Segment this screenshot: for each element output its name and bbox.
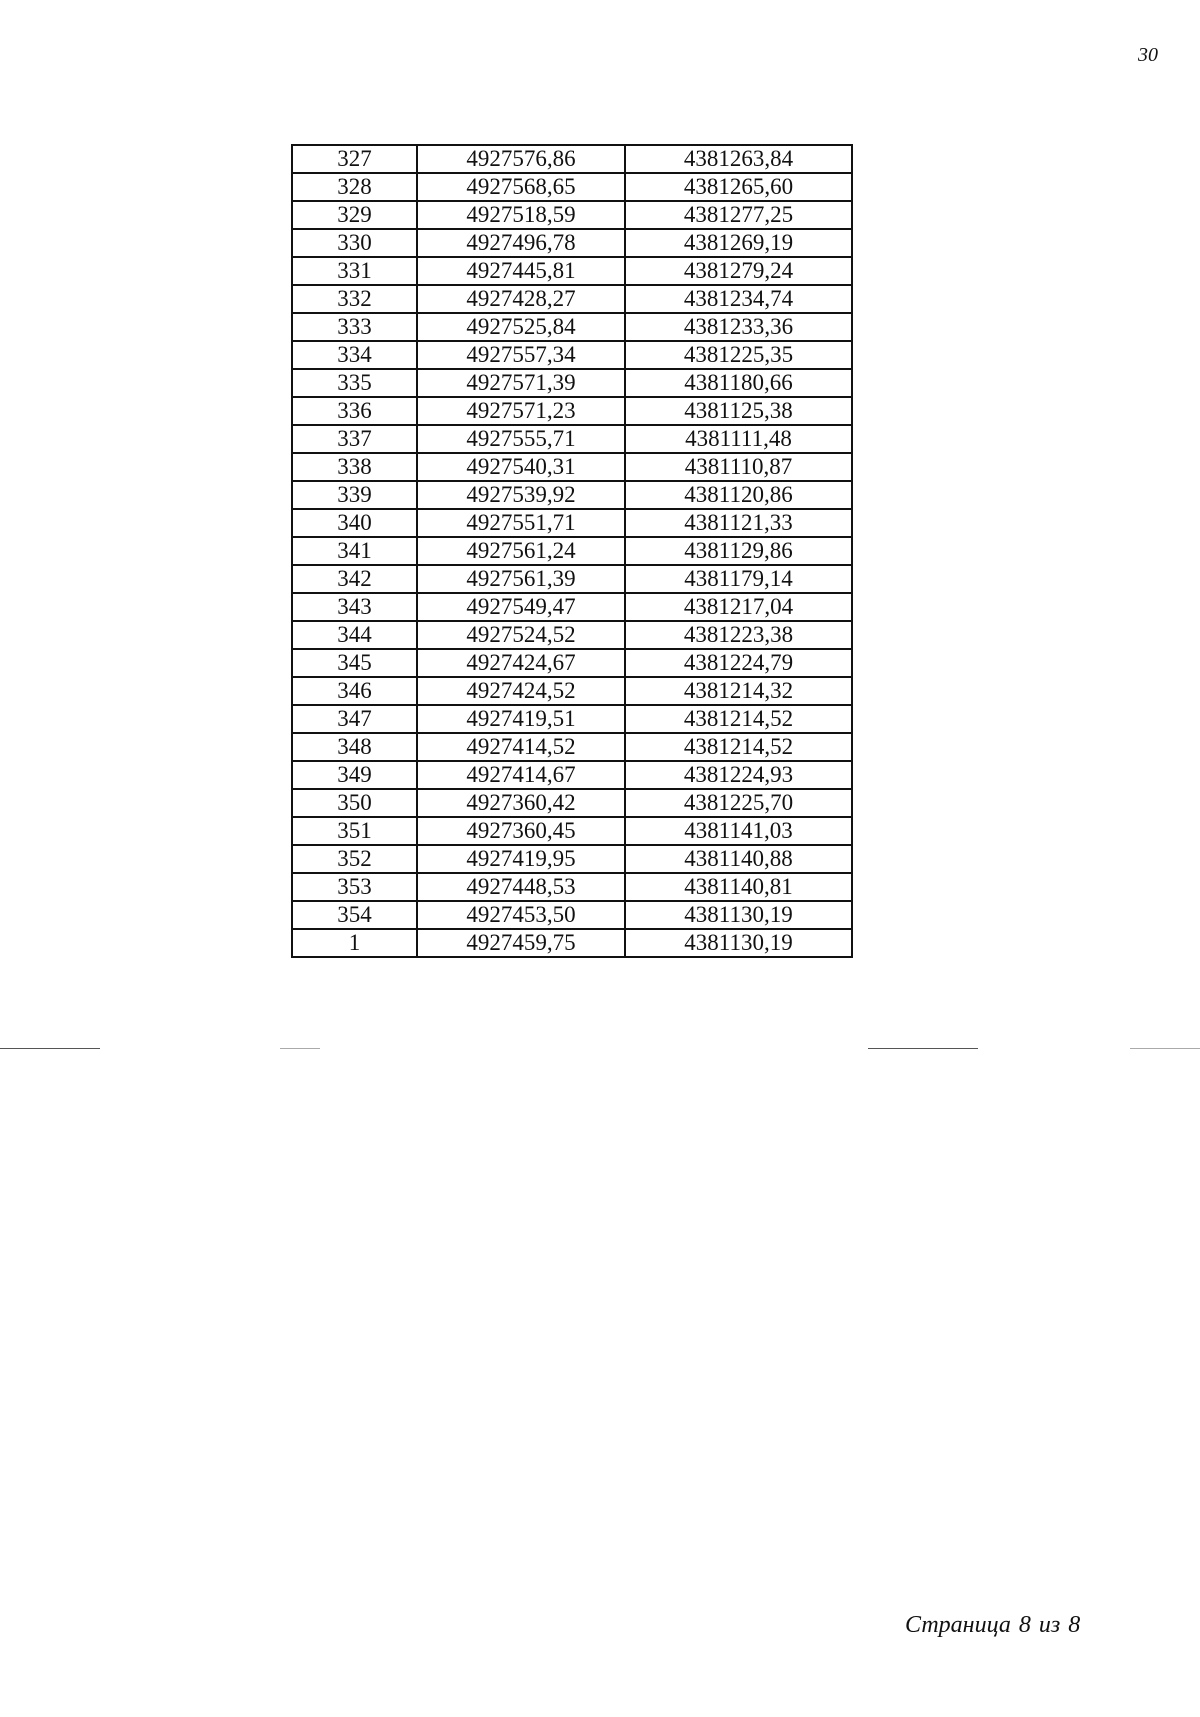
table-row (292, 453, 852, 481)
point-number-cell: 345 (292, 649, 417, 677)
x-coordinate-cell: 4927424,67 (417, 649, 625, 677)
x-coordinate-cell: 4927459,75 (417, 929, 625, 957)
y-coordinate-cell: 4381263,84 (625, 145, 852, 173)
y-coordinate-cell: 4381121,33 (625, 509, 852, 537)
point-number-cell: 331 (292, 257, 417, 285)
point-number-cell: 335 (292, 369, 417, 397)
y-coordinate-cell: 4381140,81 (625, 873, 852, 901)
point-number-cell: 338 (292, 453, 417, 481)
table-row (292, 341, 852, 369)
point-number-cell: 354 (292, 901, 417, 929)
table-row (292, 621, 852, 649)
point-number-cell: 339 (292, 481, 417, 509)
table-row (292, 173, 852, 201)
x-coordinate-cell: 4927561,39 (417, 565, 625, 593)
table-row (292, 761, 852, 789)
table-row (292, 733, 852, 761)
table-row (292, 425, 852, 453)
point-number-cell: 334 (292, 341, 417, 369)
point-number-cell: 336 (292, 397, 417, 425)
x-coordinate-cell: 4927428,27 (417, 285, 625, 313)
x-coordinate-cell: 4927453,50 (417, 901, 625, 929)
footer-page-indicator (905, 1612, 1080, 1639)
table-row (292, 677, 852, 705)
x-coordinate-cell: 4927419,95 (417, 845, 625, 873)
table-row (292, 229, 852, 257)
point-number-cell: 346 (292, 677, 417, 705)
point-number-cell: 350 (292, 789, 417, 817)
y-coordinate-cell: 4381269,19 (625, 229, 852, 257)
x-coordinate-cell: 4927414,67 (417, 761, 625, 789)
y-coordinate-cell: 4381214,52 (625, 705, 852, 733)
y-coordinate-cell: 4381110,87 (625, 453, 852, 481)
y-coordinate-cell: 4381277,25 (625, 201, 852, 229)
point-number-cell: 353 (292, 873, 417, 901)
scan-artifact-line (0, 1048, 100, 1049)
table-row (292, 313, 852, 341)
point-number-cell: 327 (292, 145, 417, 173)
table-row (292, 901, 852, 929)
y-coordinate-cell: 4381140,88 (625, 845, 852, 873)
coordinates-table-body (292, 145, 852, 957)
x-coordinate-cell: 4927571,23 (417, 397, 625, 425)
y-coordinate-cell: 4381130,19 (625, 929, 852, 957)
table-row (292, 145, 852, 173)
point-number-cell: 344 (292, 621, 417, 649)
x-coordinate-cell: 4927525,84 (417, 313, 625, 341)
y-coordinate-cell: 4381180,66 (625, 369, 852, 397)
x-coordinate-cell: 4927414,52 (417, 733, 625, 761)
table-row (292, 845, 852, 873)
x-coordinate-cell: 4927539,92 (417, 481, 625, 509)
x-coordinate-cell: 4927551,71 (417, 509, 625, 537)
table-row (292, 817, 852, 845)
point-number-cell: 333 (292, 313, 417, 341)
x-coordinate-cell: 4927360,42 (417, 789, 625, 817)
x-coordinate-cell: 4927561,24 (417, 537, 625, 565)
point-number-cell: 343 (292, 593, 417, 621)
coordinates-table (291, 144, 853, 958)
x-coordinate-cell: 4927445,81 (417, 257, 625, 285)
table-row (292, 201, 852, 229)
footer-page-total: 8 (1068, 1612, 1081, 1638)
scan-artifact-line (868, 1048, 978, 1049)
table-row (292, 929, 852, 957)
y-coordinate-cell: 4381130,19 (625, 901, 852, 929)
x-coordinate-cell: 4927557,34 (417, 341, 625, 369)
x-coordinate-cell: 4927568,65 (417, 173, 625, 201)
point-number-cell: 332 (292, 285, 417, 313)
y-coordinate-cell: 4381224,79 (625, 649, 852, 677)
y-coordinate-cell: 4381111,48 (625, 425, 852, 453)
x-coordinate-cell: 4927419,51 (417, 705, 625, 733)
table-row (292, 705, 852, 733)
x-coordinate-cell: 4927576,86 (417, 145, 625, 173)
footer-page-label: Страница (905, 1612, 1011, 1638)
y-coordinate-cell: 4381265,60 (625, 173, 852, 201)
point-number-cell: 348 (292, 733, 417, 761)
y-coordinate-cell: 4381234,74 (625, 285, 852, 313)
footer-page-current: 8 (1018, 1612, 1031, 1638)
point-number-cell: 337 (292, 425, 417, 453)
y-coordinate-cell: 4381129,86 (625, 537, 852, 565)
y-coordinate-cell: 4381233,36 (625, 313, 852, 341)
table-row (292, 537, 852, 565)
x-coordinate-cell: 4927555,71 (417, 425, 625, 453)
y-coordinate-cell: 4381279,24 (625, 257, 852, 285)
point-number-cell: 340 (292, 509, 417, 537)
x-coordinate-cell: 4927571,39 (417, 369, 625, 397)
scan-artifact-line (280, 1048, 320, 1049)
x-coordinate-cell: 4927496,78 (417, 229, 625, 257)
table-row (292, 649, 852, 677)
y-coordinate-cell: 4381223,38 (625, 621, 852, 649)
x-coordinate-cell: 4927540,31 (417, 453, 625, 481)
scan-artifact-line (1130, 1048, 1200, 1049)
table-row (292, 257, 852, 285)
table-row (292, 593, 852, 621)
point-number-cell: 1 (292, 929, 417, 957)
table-row (292, 789, 852, 817)
table-row (292, 397, 852, 425)
y-coordinate-cell: 4381214,32 (625, 677, 852, 705)
y-coordinate-cell: 4381214,52 (625, 733, 852, 761)
point-number-cell: 352 (292, 845, 417, 873)
point-number-cell: 341 (292, 537, 417, 565)
y-coordinate-cell: 4381141,03 (625, 817, 852, 845)
point-number-cell: 330 (292, 229, 417, 257)
point-number-cell: 349 (292, 761, 417, 789)
y-coordinate-cell: 4381217,04 (625, 593, 852, 621)
x-coordinate-cell: 4927524,52 (417, 621, 625, 649)
y-coordinate-cell: 4381120,86 (625, 481, 852, 509)
point-number-cell: 342 (292, 565, 417, 593)
y-coordinate-cell: 4381225,70 (625, 789, 852, 817)
table-row (292, 285, 852, 313)
table-row (292, 509, 852, 537)
x-coordinate-cell: 4927424,52 (417, 677, 625, 705)
y-coordinate-cell: 4381125,38 (625, 397, 852, 425)
y-coordinate-cell: 4381225,35 (625, 341, 852, 369)
point-number-cell: 347 (292, 705, 417, 733)
point-number-cell: 328 (292, 173, 417, 201)
x-coordinate-cell: 4927448,53 (417, 873, 625, 901)
x-coordinate-cell: 4927360,45 (417, 817, 625, 845)
y-coordinate-cell: 4381224,93 (625, 761, 852, 789)
x-coordinate-cell: 4927518,59 (417, 201, 625, 229)
table-row (292, 481, 852, 509)
table-row (292, 565, 852, 593)
footer-page-of: из (1038, 1612, 1061, 1638)
page-number: 30 (1138, 44, 1158, 66)
table-row (292, 369, 852, 397)
point-number-cell: 351 (292, 817, 417, 845)
table-row (292, 873, 852, 901)
y-coordinate-cell: 4381179,14 (625, 565, 852, 593)
x-coordinate-cell: 4927549,47 (417, 593, 625, 621)
point-number-cell: 329 (292, 201, 417, 229)
